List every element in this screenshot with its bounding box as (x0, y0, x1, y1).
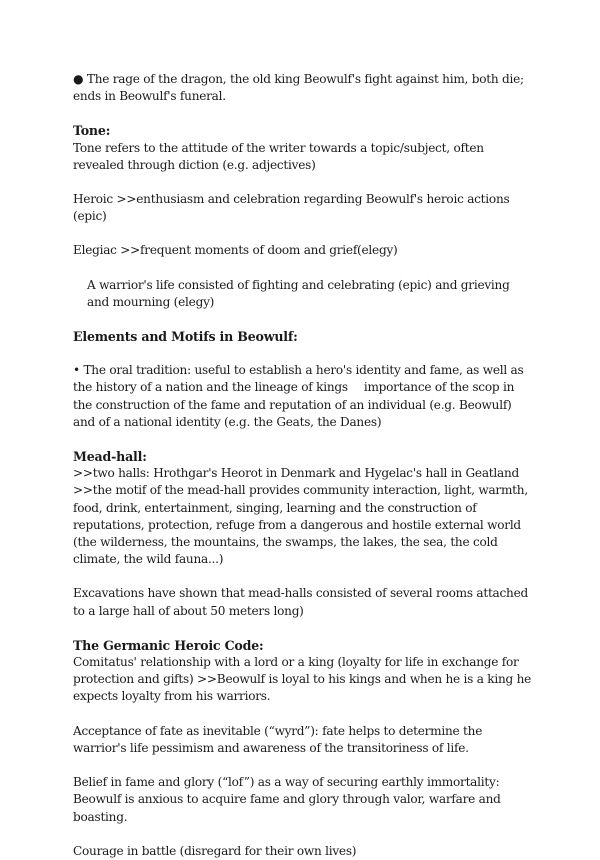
tone-definition: Tone refers to the attitude of the writer towards a topic/subject, often revealed through diction (e.g. adjectives) (73, 140, 484, 172)
warrior-life-paragraph: A warrior's life consisted of fighting and celebrating (epic) and grieving and mourning (elegy) (87, 277, 510, 309)
dragon-summary-bullet: ● The rage of the dragon, the old king Beowulf's fight against him, both die; ends in Beowulf's funeral. (73, 72, 524, 104)
tone-heading: Tone: (73, 123, 111, 139)
fate-paragraph: Acceptance of fate as inevitable (“wyrd”): fate helps to determine the warrior's life pessimism and awareness of the transitoriness of life. (73, 723, 483, 755)
oral-tradition-text-b: importance of the scop in the construction of the fame and reputation of an individual (e.g. Beowulf) and of a national identity (e.g. the Geats, the Danes) (73, 380, 515, 429)
tone-heroic: Heroic >>enthusiasm and celebration regarding Beowulf's heroic actions (epic) (73, 192, 510, 224)
oral-tradition-text-a: • The oral tradition: useful to establish a hero's identity and fame, as well as the history of a nation and the lineage of kings (73, 363, 524, 395)
heroic-code-heading: The Germanic Heroic Code: (73, 637, 264, 653)
oral-tradition-paragraph (73, 362, 533, 431)
mead-hall-heading: Mead-hall: (73, 449, 147, 465)
mead-hall-motif: >>the motif of the mead-hall provides community interaction, light, warmth, food, drink, entertainment, singing, learning and the construction of reputations, protection, refuge from a dangerous and hostile external world (the wilderness, the mountains, the swamps, the lakes, the sea, the cold climate, the wild fauna...) (73, 483, 528, 567)
document-page (73, 71, 533, 860)
courage-paragraph: Courage in battle (disregard for their own lives) (73, 843, 357, 858)
elements-heading: Elements and Motifs in Beowulf: (73, 329, 298, 345)
excavations-paragraph: Excavations have shown that mead-halls consisted of several rooms attached to a large hall of about 50 meters long) (73, 586, 528, 618)
fame-paragraph: Belief in fame and glory (“lof”) as a way of securing earthly immortality: Beowulf is anxious to acquire fame and glory through valor, warfare and boasting. (73, 775, 501, 824)
mead-hall-two-halls: >>two halls: Hrothgar's Heorot in Denmark and Hygelac's hall in Geatland (73, 466, 520, 481)
tone-elegiac: Elegiac >>frequent moments of doom and grief(elegy) (73, 243, 398, 258)
comitatus-paragraph: Comitatus' relationship with a lord or a king (loyalty for life in exchange for protection and gifts) >>Beowulf is loyal to his kings and when he is a king he expects loyalty from his warriors. (73, 655, 532, 704)
